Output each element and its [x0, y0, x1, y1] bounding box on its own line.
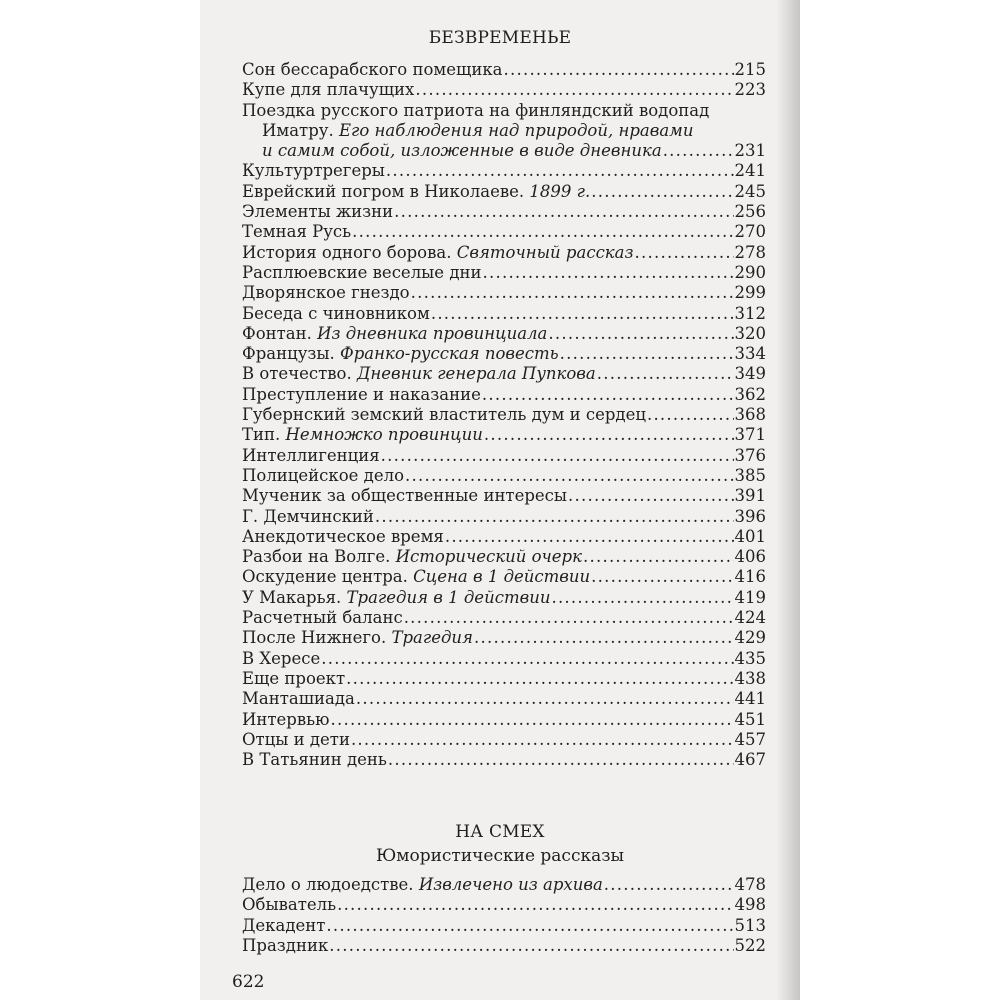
toc-leader-dots — [352, 222, 733, 242]
toc-entry[interactable] — [242, 283, 766, 303]
toc-entry[interactable] — [242, 80, 766, 100]
toc-entry-subtitle: Его наблюдения над природой, нравами — [338, 120, 694, 140]
toc-entry-page: 290 — [734, 262, 766, 282]
toc-entry-page: 467 — [734, 750, 766, 770]
toc-entry-title: Тип. — [242, 425, 281, 445]
toc-entry[interactable] — [242, 385, 766, 405]
toc-entry-page: 256 — [734, 202, 766, 222]
toc-entry[interactable] — [242, 446, 766, 466]
toc-entry-title: Фонтан. — [242, 323, 312, 343]
toc-entry-title: Элементы жизни — [242, 202, 394, 222]
toc-leader-dots — [445, 527, 734, 547]
toc-entry[interactable] — [242, 547, 766, 567]
toc-entry[interactable] — [242, 936, 766, 956]
toc-entry-page: 371 — [734, 425, 766, 445]
toc-entry-page: 429 — [734, 628, 766, 648]
toc-entry[interactable] — [242, 628, 766, 648]
toc-entry-page: 396 — [734, 506, 766, 526]
toc-leader-dots — [647, 405, 734, 425]
toc-entry-page: 349 — [734, 364, 766, 384]
toc-leader-dots — [548, 324, 733, 344]
toc-leader-dots — [604, 875, 734, 895]
toc-entry-page: 334 — [734, 344, 766, 364]
toc-leader-dots — [591, 567, 733, 587]
toc-entry[interactable] — [242, 649, 766, 669]
toc-entry-title: В Хересе — [242, 648, 321, 668]
toc-entry[interactable] — [242, 425, 766, 445]
toc-entry[interactable] — [242, 161, 766, 181]
toc-leader-dots — [351, 730, 734, 750]
toc-leader-dots — [337, 895, 733, 915]
toc-entry[interactable] — [242, 182, 766, 202]
toc-entry-title: Манташиада — [242, 689, 355, 709]
toc-leader-dots — [583, 547, 734, 567]
toc-entry-subtitle: Из дневника провинциала — [317, 323, 548, 343]
toc-entry-title: Декадент — [242, 915, 326, 935]
toc-leader-dots — [503, 60, 733, 80]
toc-entry[interactable] — [242, 507, 766, 527]
toc-entry[interactable] — [242, 669, 766, 689]
toc-entry-page: 435 — [734, 648, 766, 668]
toc-entry-title: Губернский земский властитель дум и сердец — [242, 405, 646, 425]
toc-leader-dots — [346, 669, 733, 689]
toc-entry-title: Французы. — [242, 344, 335, 364]
toc-entry[interactable] — [242, 202, 766, 222]
toc-leader-dots — [482, 385, 734, 405]
toc-leader-dots — [321, 649, 733, 669]
toc-leader-dots — [329, 936, 733, 956]
toc-entry-page: 416 — [734, 567, 766, 587]
toc-entry[interactable] — [242, 364, 766, 384]
toc-entry[interactable] — [242, 486, 766, 506]
toc-entry-subtitle: Трагедия — [391, 628, 473, 648]
toc-entry-page: 270 — [734, 222, 766, 242]
toc-entry-title: Оскудение центра. — [242, 567, 408, 587]
toc-entry-title: Темная Русь — [242, 222, 352, 242]
toc-entry-title: Отцы и дети — [242, 729, 350, 749]
section-title-na-smekh: НА СМЕХ — [455, 822, 545, 842]
toc-entry-page: 438 — [734, 668, 766, 688]
toc-leader-dots — [484, 425, 734, 445]
toc-leader-dots — [431, 304, 734, 324]
toc-entry-page: 312 — [734, 303, 766, 323]
page-number: 622 — [232, 972, 265, 992]
toc-leader-dots — [551, 588, 733, 608]
toc-leader-dots — [415, 80, 733, 100]
toc-entry-title: Г. Демчинский — [242, 506, 374, 526]
toc-leader-dots — [597, 364, 734, 384]
section-subtitle: Юмористические рассказы — [375, 846, 625, 866]
toc-entry-subtitle: Исторический очерк — [395, 547, 582, 567]
toc-entry-title-cont: Иматру. — [262, 120, 334, 140]
toc-leader-dots — [330, 710, 733, 730]
toc-entry-page: 245 — [734, 181, 766, 201]
toc-entry-subtitle: Дневник генерала Пупкова — [356, 364, 596, 384]
toc-entry-subtitle: 1899 г. — [529, 181, 591, 201]
toc-entry-page: 278 — [734, 242, 766, 262]
toc-entry[interactable] — [242, 222, 766, 242]
toc-entry-page: 522 — [734, 935, 766, 955]
toc-entry-title: Анекдотическое время — [242, 526, 444, 546]
toc-entry-page: 362 — [734, 384, 766, 404]
toc-entry[interactable] — [242, 324, 766, 344]
toc-entry[interactable] — [242, 344, 766, 364]
toc-entry-page: 401 — [734, 526, 766, 546]
toc-entry-title: Дело о людоедстве. — [242, 875, 414, 894]
toc-entry-page: 406 — [734, 547, 766, 567]
toc-entry-title: Еще проект — [242, 668, 346, 688]
section-title-bezvremenye: БЕЗВРЕМЕНЬЕ — [428, 28, 572, 48]
toc-leader-dots — [394, 202, 733, 222]
toc-entry-title: Сон бессарабского помещика — [242, 60, 503, 79]
toc-entry-title: Дворянское гнездо — [242, 283, 410, 303]
toc-entry-title: После Нижнего. — [242, 628, 387, 648]
toc-leader-dots — [663, 141, 734, 161]
toc-entry[interactable] — [242, 263, 766, 283]
toc-entry-title: Обыватель — [242, 895, 337, 915]
toc-entry-title: Поездка русского патриота на финляндский водопад — [242, 100, 710, 120]
toc-entry-title: Праздник — [242, 935, 329, 955]
toc-entry[interactable] — [242, 405, 766, 425]
toc-entry[interactable] — [242, 916, 766, 936]
toc-entry[interactable] — [242, 243, 766, 263]
toc-entry[interactable] — [242, 895, 766, 915]
toc-entry-title: Мученик за общественные интересы — [242, 486, 568, 506]
book-page — [200, 0, 800, 1000]
toc-entry-page: 385 — [734, 465, 766, 485]
toc-entry-subtitle: Извлечено из архива — [418, 875, 603, 894]
toc-entry[interactable] — [242, 101, 766, 121]
toc-entry[interactable] — [242, 527, 766, 547]
toc-entry-subtitle: Немножко провинции — [285, 425, 483, 445]
toc-leader-dots — [635, 243, 734, 263]
toc-entry-title: Полицейское дело — [242, 465, 405, 485]
toc-entry-page: 215 — [734, 60, 766, 79]
toc-entry-title: Расплюевские веселые дни — [242, 262, 482, 282]
toc-leader-dots — [386, 161, 734, 181]
toc-leader-dots — [411, 283, 734, 303]
toc-list-na-smekh — [242, 875, 766, 956]
toc-entry-subtitle: Франко-русская повесть — [340, 344, 559, 364]
toc-entry-subtitle: Святочный рассказ — [456, 242, 634, 262]
toc-entry-page: 451 — [734, 709, 766, 729]
toc-entry-subtitle: и самим собой, изложенные в виде дневника — [262, 141, 662, 161]
toc-leader-dots — [356, 689, 734, 709]
toc-entry-page: 368 — [734, 405, 766, 425]
toc-entry[interactable] — [242, 689, 766, 709]
toc-leader-dots — [405, 466, 733, 486]
toc-leader-dots — [474, 628, 734, 648]
toc-entry-title: Еврейский погром в Николаеве. — [242, 181, 525, 201]
toc-leader-dots — [375, 507, 734, 527]
toc-entry-continuation — [242, 121, 766, 141]
toc-entry-page: 241 — [734, 161, 766, 181]
toc-entry[interactable] — [242, 875, 766, 895]
toc-entry-page: 376 — [734, 445, 766, 465]
toc-entry-title: Интервью — [242, 709, 330, 729]
toc-entry-page: 391 — [734, 486, 766, 506]
toc-leader-dots — [326, 916, 733, 936]
toc-entry-title: Разбои на Волге. — [242, 547, 391, 567]
toc-entry[interactable] — [242, 710, 766, 730]
toc-entry-title: В Татьянин день — [242, 750, 387, 770]
toc-entry[interactable] — [242, 750, 766, 770]
toc-entry-subtitle: Сцена в 1 действии — [413, 567, 591, 587]
toc-entry-page: 320 — [734, 323, 766, 343]
toc-entry[interactable] — [242, 588, 766, 608]
toc-entry-title: Культуртрегеры — [242, 161, 385, 181]
toc-entry-title: В отечество. — [242, 364, 352, 384]
toc-entry-page: 457 — [734, 729, 766, 749]
toc-entry-subtitle: Трагедия в 1 действии — [346, 587, 551, 607]
toc-entry-page: 478 — [734, 875, 766, 894]
toc-leader-dots — [591, 182, 733, 202]
toc-entry-page: 498 — [734, 895, 766, 915]
toc-entry-title: Расчетный баланс — [242, 608, 403, 628]
toc-entry-page: 441 — [734, 689, 766, 709]
toc-entry[interactable] — [242, 730, 766, 750]
toc-entry-title: История одного борова. — [242, 242, 452, 262]
toc-entry-page: 513 — [734, 915, 766, 935]
toc-leader-dots — [568, 486, 733, 506]
toc-leader-dots — [381, 446, 734, 466]
toc-leader-dots — [388, 750, 734, 770]
toc-list-bezvremenye — [242, 60, 766, 770]
toc-entry-title: У Макарья. — [242, 587, 342, 607]
toc-entry-title: Купе для плачущих — [242, 80, 415, 100]
toc-entry-title: Интеллигенция — [242, 445, 380, 465]
toc-entry-page: 419 — [734, 587, 766, 607]
toc-leader-dots — [404, 608, 734, 628]
toc-entry-page: 223 — [734, 80, 766, 100]
toc-entry[interactable] — [242, 466, 766, 486]
toc-entry-page: 299 — [734, 283, 766, 303]
toc-entry[interactable] — [242, 567, 766, 587]
toc-entry-continuation — [242, 141, 766, 161]
toc-entry[interactable] — [242, 60, 766, 80]
toc-entry-page: 231 — [734, 141, 766, 161]
toc-leader-dots — [560, 344, 734, 364]
toc-entry-title: Беседа с чиновником — [242, 303, 430, 323]
toc-entry-page: 424 — [734, 608, 766, 628]
toc-entry-title: Преступление и наказание — [242, 384, 481, 404]
toc-entry[interactable] — [242, 608, 766, 628]
toc-leader-dots — [482, 263, 733, 283]
toc-entry[interactable] — [242, 304, 766, 324]
